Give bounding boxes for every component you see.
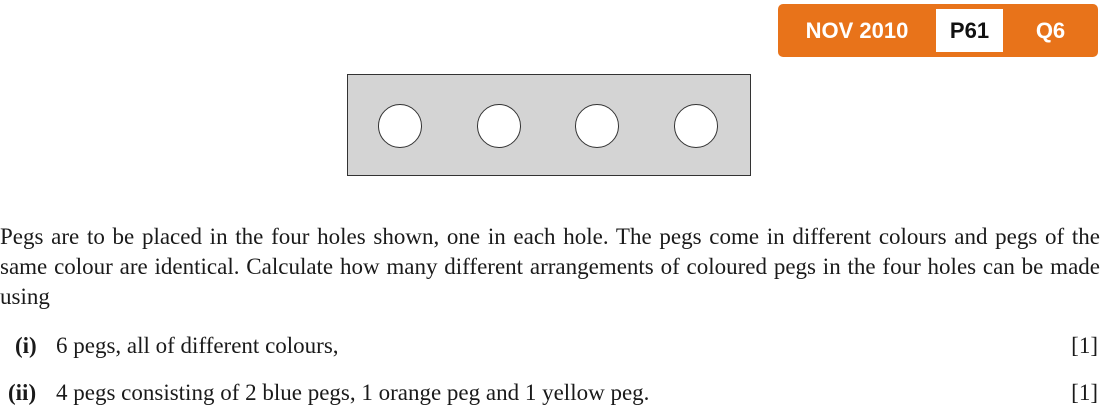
exam-reference-badge: [778, 4, 1098, 57]
part-marks: [1]: [1071, 380, 1098, 405]
question-number-label: Q6: [1035, 18, 1066, 43]
part-marks: [1]: [1071, 333, 1098, 358]
exam-session-label: NOV 2010: [805, 18, 909, 43]
peg-hole: [674, 104, 718, 148]
peg-board-figure: [347, 74, 751, 176]
peg-hole: [477, 104, 521, 148]
peg-hole: [378, 104, 422, 148]
paper-number-label: P61: [936, 9, 1003, 52]
peg-hole: [575, 104, 619, 148]
part-text: 4 pegs consisting of 2 blue pegs, 1 orange peg and 1 yellow peg.: [56, 380, 650, 405]
part-number: (ii): [8, 380, 37, 405]
part-number: (i): [15, 333, 37, 358]
question-stem: Pegs are to be placed in the four holes shown, one in each hole. The pegs come in different colours and pegs of the same colour are identical. Calculate how many different arrangements of coloured pegs in the four holes can be made using: [0, 224, 1100, 309]
part-text: 6 pegs, all of different colours,: [56, 333, 339, 358]
